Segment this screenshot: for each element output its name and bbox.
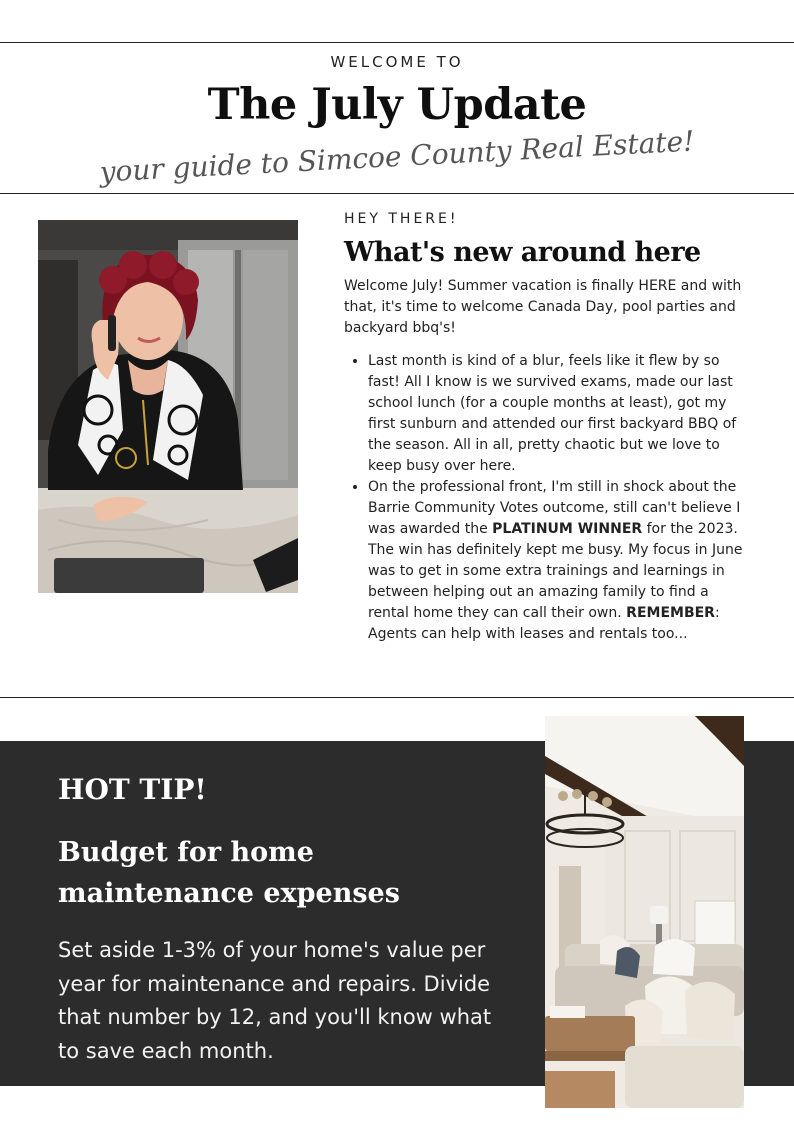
hey-there-eyebrow: HEY THERE! [344, 211, 459, 227]
hot-tip-title: Budget for home maintenance expenses [58, 837, 400, 909]
update-list [344, 351, 749, 645]
list-item: • Last month is kind of a blur, feels like it flew by so fast! All I know is we survived exams, made our last school lunch (for a couple months at least), got my first sunburn and attended our first backyard BBQ of the season. All in all, pretty chaotic but we love to keep busy over here. [368, 351, 749, 477]
intro-paragraph: Welcome July! Summer vacation is finally HERE and with that, it's time to welcome Canada Day, pool parties and backyard bbq's! [344, 278, 742, 336]
list-item-text: for the 2023. The win has definitely kept me busy. My focus in June was to get in some extra trainings and learnings in between helping out an amazing family to find a rental home they can call their own. [368, 521, 743, 621]
script-subtitle: your guide to Simcoe County Real Estate! [98, 124, 696, 189]
list-item-text: : Agents can help with leases and rentals too... [368, 605, 720, 642]
hot-tip-body: Set aside 1-3% of your home's value per year for maintenance and repairs. Divide that number by 12, and you'll know what to save each month. [58, 938, 492, 1063]
remember-highlight: REMEMBER [626, 605, 715, 621]
living-room-photo [545, 716, 744, 1108]
award-highlight: PLATINUM WINNER [492, 521, 643, 537]
agent-photo [38, 220, 298, 593]
list-item [368, 477, 749, 645]
page-title: The July Update [207, 80, 587, 130]
top-rule [0, 42, 794, 43]
section-title: What's new around here [344, 237, 701, 268]
intro-column [344, 208, 749, 645]
list-item-text: On the professional front, I'm still in shock about the Barrie Community Votes outcome, still can't believe I was awarded the [368, 479, 741, 537]
section-divider [0, 697, 794, 698]
header-bottom-rule [0, 193, 794, 194]
hot-tip-label: HOT TIP! [58, 773, 207, 806]
welcome-eyebrow: WELCOME TO [330, 53, 464, 71]
